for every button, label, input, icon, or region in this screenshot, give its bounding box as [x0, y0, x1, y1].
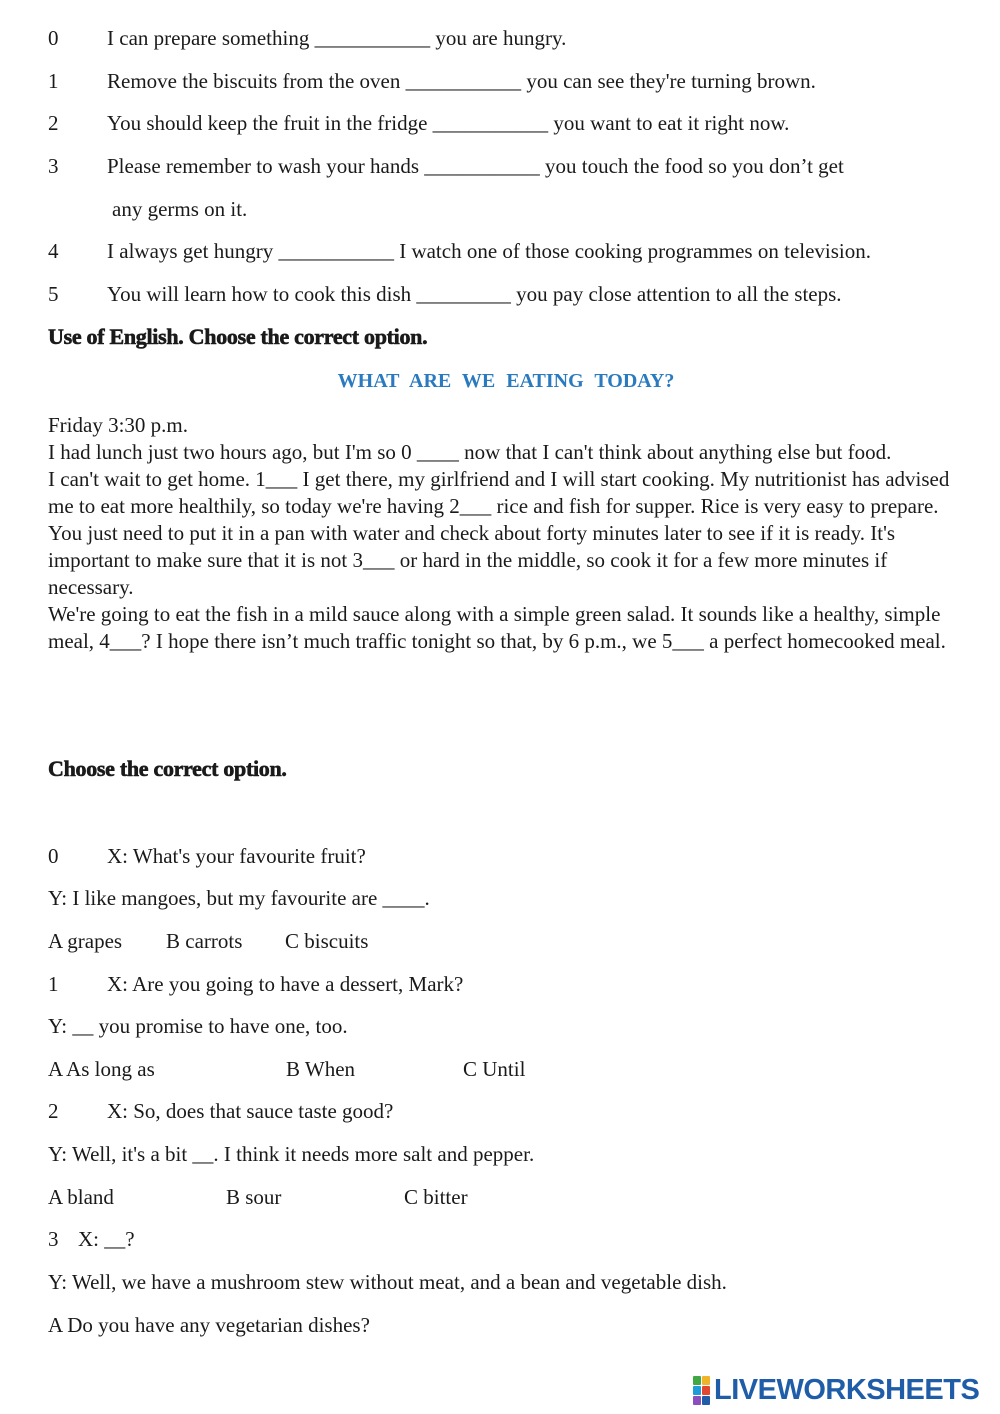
item-text: I can prepare something ___________ you are hungry. [107, 26, 567, 50]
question-x: X: What's your favourite fruit? [107, 844, 366, 868]
item-number: 3 [48, 154, 59, 178]
item-number: 2 [48, 111, 59, 135]
logo-text: LIVEWORKSHEETS [714, 1373, 980, 1406]
question-y: Y: Well, it's a bit __. I think it needs more salt and pepper. [48, 1142, 535, 1166]
option-a[interactable]: A Do you have any vegetarian dishes? [48, 1313, 370, 1337]
question-y: Y: I like mangoes, but my favourite are ____. [48, 886, 430, 910]
option-c[interactable]: C biscuits [285, 929, 369, 953]
option-c[interactable]: C bitter [404, 1185, 468, 1209]
item-text: I always get hungry ___________ I watch one of those cooking programmes on television. [107, 239, 872, 263]
item-text: Remove the biscuits from the oven ___________ you can see they're turning brown. [107, 69, 816, 93]
item-number: 1 [48, 69, 59, 93]
item-number: 5 [48, 282, 59, 306]
liveworksheets-logo [693, 1373, 979, 1407]
item-text-continued: any germs on it. [112, 197, 248, 221]
item-number: 0 [48, 26, 59, 50]
item-number: 4 [48, 239, 59, 263]
option-a[interactable]: A As long as [48, 1057, 155, 1081]
section-heading: Choose the correct option. [48, 756, 287, 781]
question-x: X: Are you going to have a dessert, Mark? [107, 972, 464, 996]
question-number: 1 [48, 972, 59, 996]
question-number: 0 [48, 844, 59, 868]
passage-line: I can't wait to get home. 1___ I get there, my girlfriend and I will start cooking. My nutritionist has advised me to eat more healthily, so today we're having 2___ rice and fish for supper. Rice is very easy to prepare. You just need to put it in a pan with water and check about forty minutes later to see if it is ready. It's important to make sure that it is not 3___ or hard in the middle, so cook it for a few more minutes if necessary. [48, 467, 950, 599]
question-y: Y: Well, we have a mushroom stew without meat, and a bean and vegetable dish. [48, 1270, 727, 1294]
item-text: You should keep the fruit in the fridge ___________ you want to eat it right now. [107, 111, 790, 135]
logo-mark-icon [693, 1376, 710, 1405]
option-c[interactable]: C Until [463, 1057, 526, 1081]
passage-line: Friday 3:30 p.m. [48, 413, 188, 437]
option-a[interactable]: A bland [48, 1185, 114, 1209]
question-number: 3 [48, 1227, 59, 1251]
question-x: X: So, does that sauce taste good? [107, 1099, 394, 1123]
section-heading: Use of English. Choose the correct option. [48, 324, 428, 349]
option-b[interactable]: B When [286, 1057, 356, 1081]
question-x: X: __? [78, 1227, 135, 1251]
passage-line: I had lunch just two hours ago, but I'm so 0 ____ now that I can't think about anything else but food. [48, 440, 892, 464]
question-y: Y: __ you promise to have one, too. [48, 1014, 348, 1038]
option-b[interactable]: B carrots [166, 929, 243, 953]
item-text: Please remember to wash your hands ___________ you touch the food so you don’t get [107, 154, 844, 178]
passage-line: We're going to eat the fish in a mild sauce along with a simple green salad. It sounds like a healthy, simple meal, 4___? I hope there isn’t much traffic tonight so that, by 6 p.m., we 5___ a perfect homecooked meal. [48, 602, 946, 653]
option-b[interactable]: B sour [226, 1185, 282, 1209]
question-number: 2 [48, 1099, 59, 1123]
item-text: You will learn how to cook this dish _________ you pay close attention to all the steps. [107, 282, 842, 306]
option-a[interactable]: A grapes [48, 929, 123, 953]
passage [48, 412, 973, 655]
passage-title: WHAT ARE WE EATING TODAY? [337, 370, 675, 392]
